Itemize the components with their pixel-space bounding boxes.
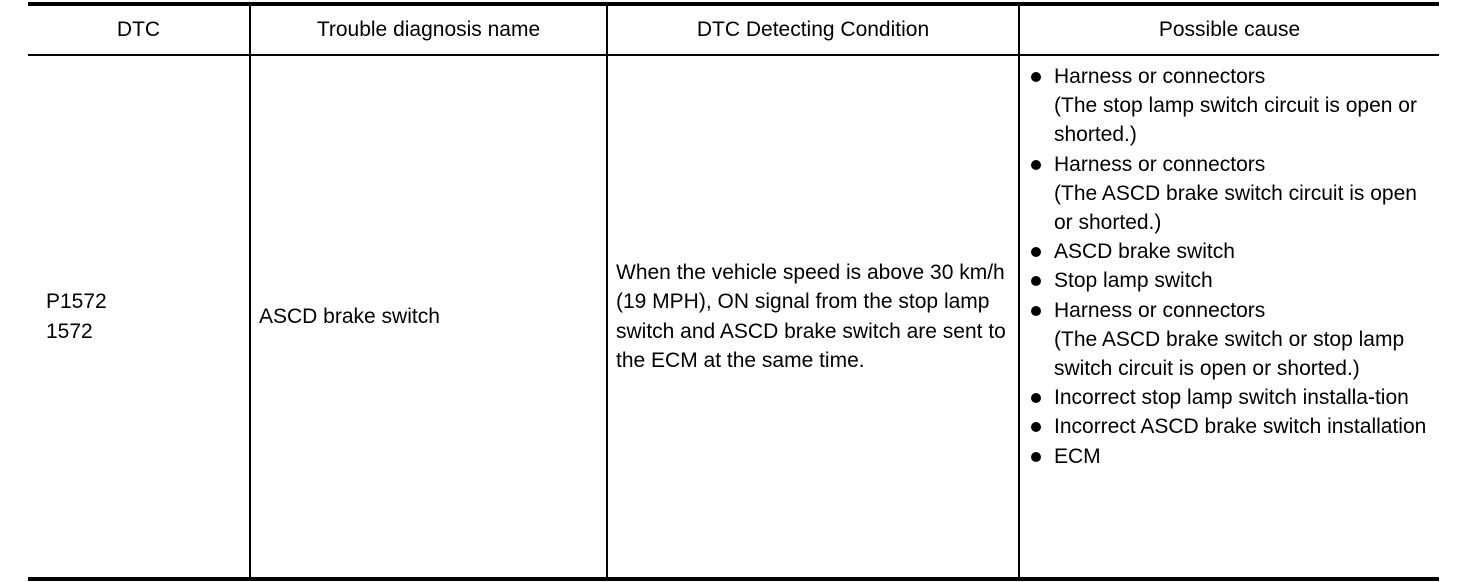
cause-main: ECM (1054, 444, 1101, 468)
cause-main: Harness or connectors (1054, 298, 1266, 322)
cause-main: Harness or connectors (1054, 65, 1266, 88)
dtc-code-primary: P1572 (46, 290, 107, 314)
cause-detail: (The ASCD brake switch circuit is open or shorted.) (1054, 181, 1417, 235)
bullet-icon (1031, 160, 1041, 170)
dtc-table (28, 2, 1439, 581)
possible-cause-cell (1019, 55, 1439, 579)
dtc-cell (28, 55, 250, 579)
header-possible-cause: Possible cause (1019, 4, 1439, 55)
list-item (1030, 442, 1439, 471)
list-item (1030, 62, 1439, 150)
dtc-code-secondary: 1572 (46, 319, 93, 343)
header-dtc-detecting-condition: DTC Detecting Condition (607, 4, 1019, 55)
dtc-table-container (28, 2, 1439, 581)
trouble-diagnosis-name-cell: ASCD brake switch (250, 55, 607, 579)
cause-main: Incorrect stop lamp switch installa-tion (1054, 386, 1409, 410)
header-trouble-diagnosis-name: Trouble diagnosis name (250, 4, 607, 55)
cause-detail: (The ASCD brake switch or stop lamp switch circuit is open or shorted.) (1054, 327, 1405, 381)
bullet-icon (1031, 452, 1041, 462)
bullet-icon (1031, 247, 1041, 257)
list-item (1030, 383, 1439, 412)
table-header-row (28, 4, 1439, 55)
table-row (28, 55, 1439, 579)
possible-cause-list (1030, 62, 1439, 471)
bullet-icon (1031, 422, 1041, 432)
list-item (1030, 150, 1439, 238)
bullet-icon (1031, 306, 1041, 316)
list-item (1030, 266, 1439, 295)
cause-main: Harness or connectors (1054, 152, 1266, 176)
bullet-icon (1031, 72, 1041, 82)
bullet-icon (1031, 276, 1041, 286)
cause-main: Incorrect ASCD brake switch installation (1054, 415, 1427, 439)
detecting-condition-cell: When the vehicle speed is above 30 km/h (19 MPH), ON signal from the stop lamp switch and ASCD brake switch are sent to the ECM at the same time. (607, 55, 1019, 579)
header-dtc: DTC (28, 4, 250, 55)
list-item (1030, 237, 1439, 266)
list-item (1030, 412, 1439, 441)
cause-detail: (The stop lamp switch circuit is open or shorted.) (1054, 94, 1417, 147)
list-item (1030, 296, 1439, 384)
cause-main: Stop lamp switch (1054, 269, 1213, 293)
cause-main: ASCD brake switch (1054, 240, 1235, 264)
bullet-icon (1031, 393, 1041, 403)
